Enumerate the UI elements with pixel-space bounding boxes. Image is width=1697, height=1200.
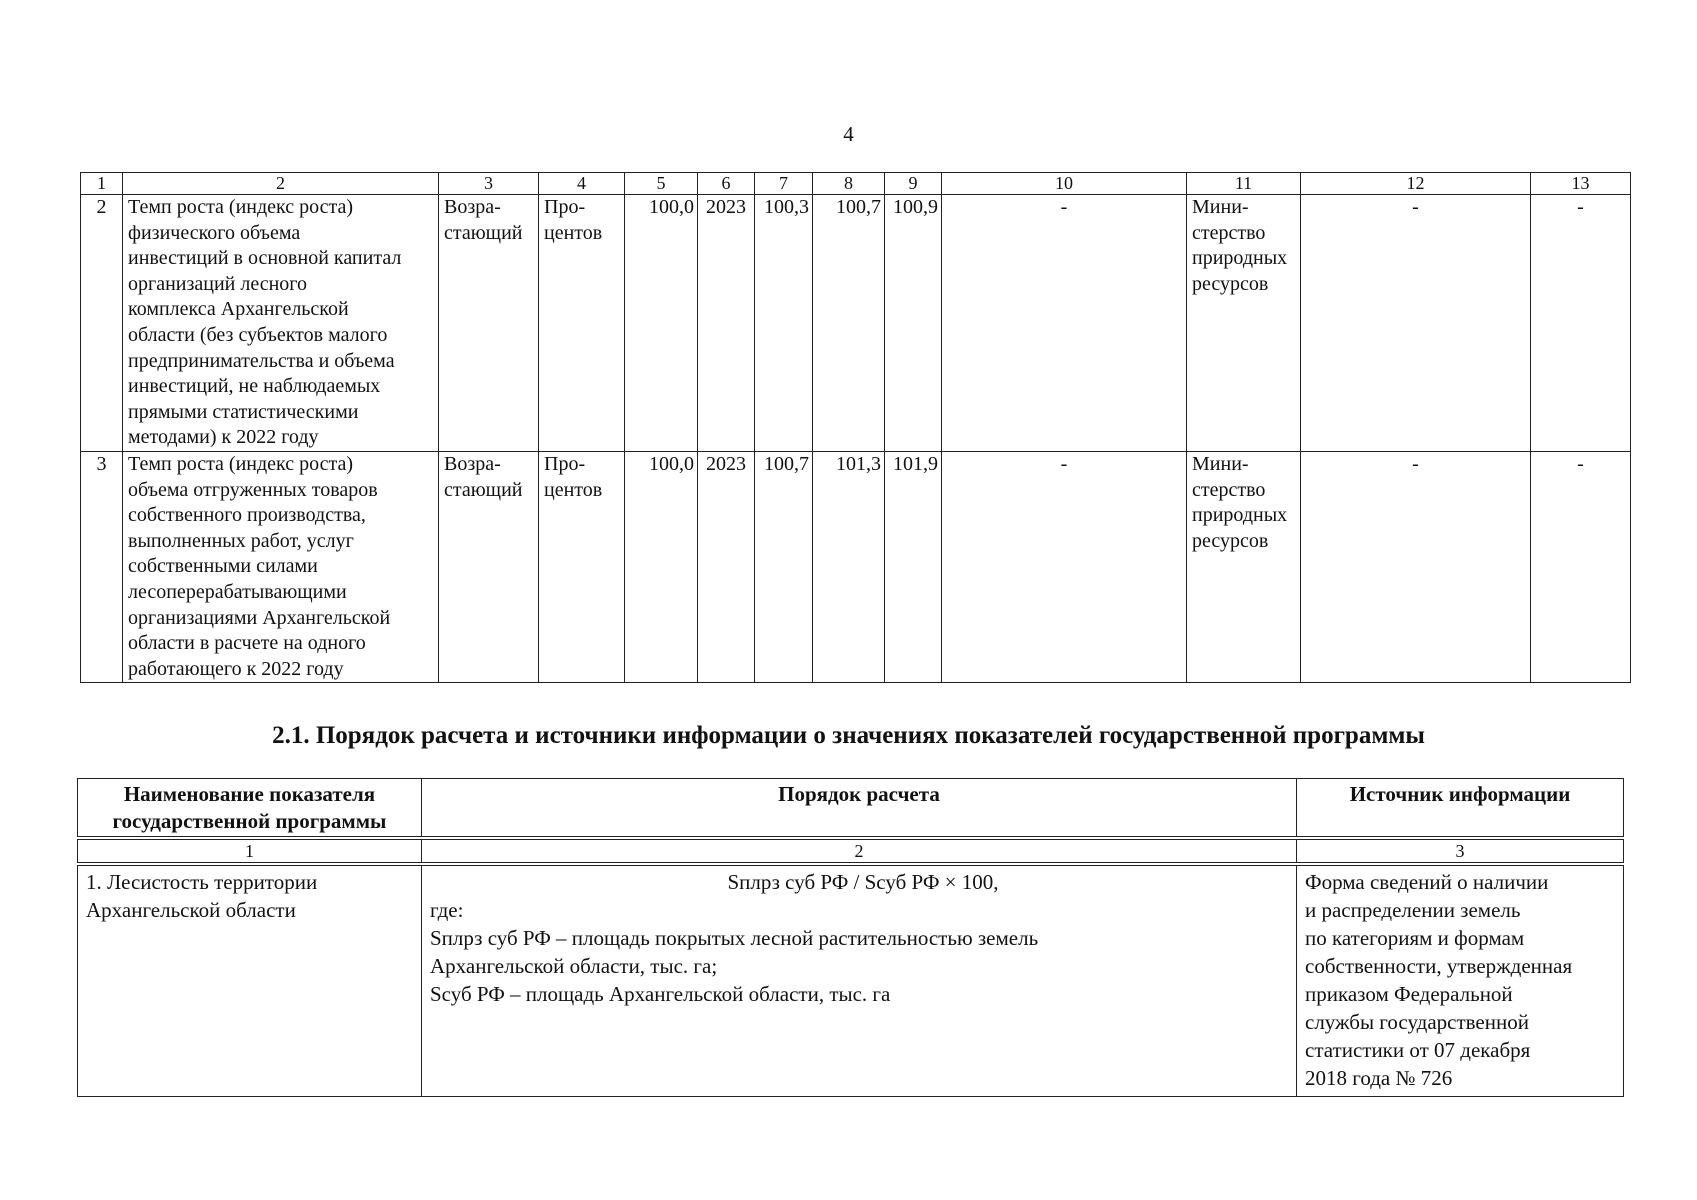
indicator-name: Темп роста (индекс роста) объема отгруженных товаров собственного производства, выполненных работ, услуг собственными силами лесоперерабатывающими организациями Архангельской области в расчете на одного работающего к 2022 году [123,451,439,682]
col-number: 3 [1297,838,1624,864]
col-number: 5 [625,173,698,195]
col-number: 11 [1187,173,1301,195]
col-number: 13 [1531,173,1631,195]
col-number: 6 [698,173,755,195]
calculation-cell: Sплрз суб РФ / Sсуб РФ × 100, где: Sплрз суб РФ – площадь покрытых лесной растительностью земель Архангельской области, тыс. га; Sсуб РФ – площадь Архангельской области, тыс. га [422,864,1297,1097]
value-cell: 100,7 [813,195,885,452]
value-cell: 101,3 [813,451,885,682]
column-numbers-row [78,838,1624,864]
value-cell: 100,0 [625,451,698,682]
responsible-cell: Мини- стерство природных ресурсов [1187,451,1301,682]
header-source: Источник информации [1297,779,1624,839]
header-indicator-name: Наименование показателя государственной программы [78,779,422,839]
unit-cell: Про- центов [539,451,625,682]
col-number: 2 [422,838,1297,864]
table-row [78,864,1624,1097]
value-cell: 100,3 [755,195,813,452]
dash-cell: - [1531,195,1631,452]
value-cell: 100,7 [755,451,813,682]
dash-cell: - [942,451,1187,682]
section-heading: 2.1. Порядок расчета и источники информации о значениях показателей государственной программы [272,722,1425,749]
header-calculation: Порядок расчета [422,779,1297,839]
col-number: 8 [813,173,885,195]
indicator-name: Темп роста (индекс роста) физического объема инвестиций в основной капитал организаций лесного комплекса Архангельской области (без субъектов малого предпринимательства и объема инвестиций, не наблюдаемых прямыми статистическими методами) к 2022 году [123,195,439,452]
formula: Sплрз суб РФ / Sсуб РФ × 100, [727,870,999,894]
col-number: 12 [1301,173,1531,195]
trend-cell: Возра- стающий [439,451,539,682]
year-cell: 2023 [698,195,755,452]
value-cell: 100,0 [625,195,698,452]
indicators-table [80,172,1631,683]
header-row [78,779,1624,839]
year-cell: 2023 [698,451,755,682]
value-cell: 101,9 [885,451,942,682]
col-number: 3 [439,173,539,195]
row-number: 2 [81,195,123,452]
dash-cell: - [1301,451,1531,682]
calculation-table [77,778,1624,1097]
col-number: 1 [81,173,123,195]
col-number: 1 [78,838,422,864]
column-numbers-row [81,173,1631,195]
page-number: 4 [843,122,854,146]
col-number: 4 [539,173,625,195]
indicator-name: 1. Лесистость территории Архангельской области [78,864,422,1097]
col-number: 2 [123,173,439,195]
responsible-cell: Мини- стерство природных ресурсов [1187,195,1301,452]
col-number: 10 [942,173,1187,195]
dash-cell: - [1301,195,1531,452]
trend-cell: Возра- стающий [439,195,539,452]
dash-cell: - [942,195,1187,452]
source-cell: Форма сведений о наличии и распределении земель по категориям и формам собственности, утвержденная приказом Федеральной службы государственной статистики от 07 декабря 2018 года № 726 [1297,864,1624,1097]
table-row [81,451,1631,682]
table-row [81,195,1631,452]
value-cell: 100,9 [885,195,942,452]
col-number: 9 [885,173,942,195]
dash-cell: - [1531,451,1631,682]
col-number: 7 [755,173,813,195]
row-number: 3 [81,451,123,682]
unit-cell: Про- центов [539,195,625,452]
